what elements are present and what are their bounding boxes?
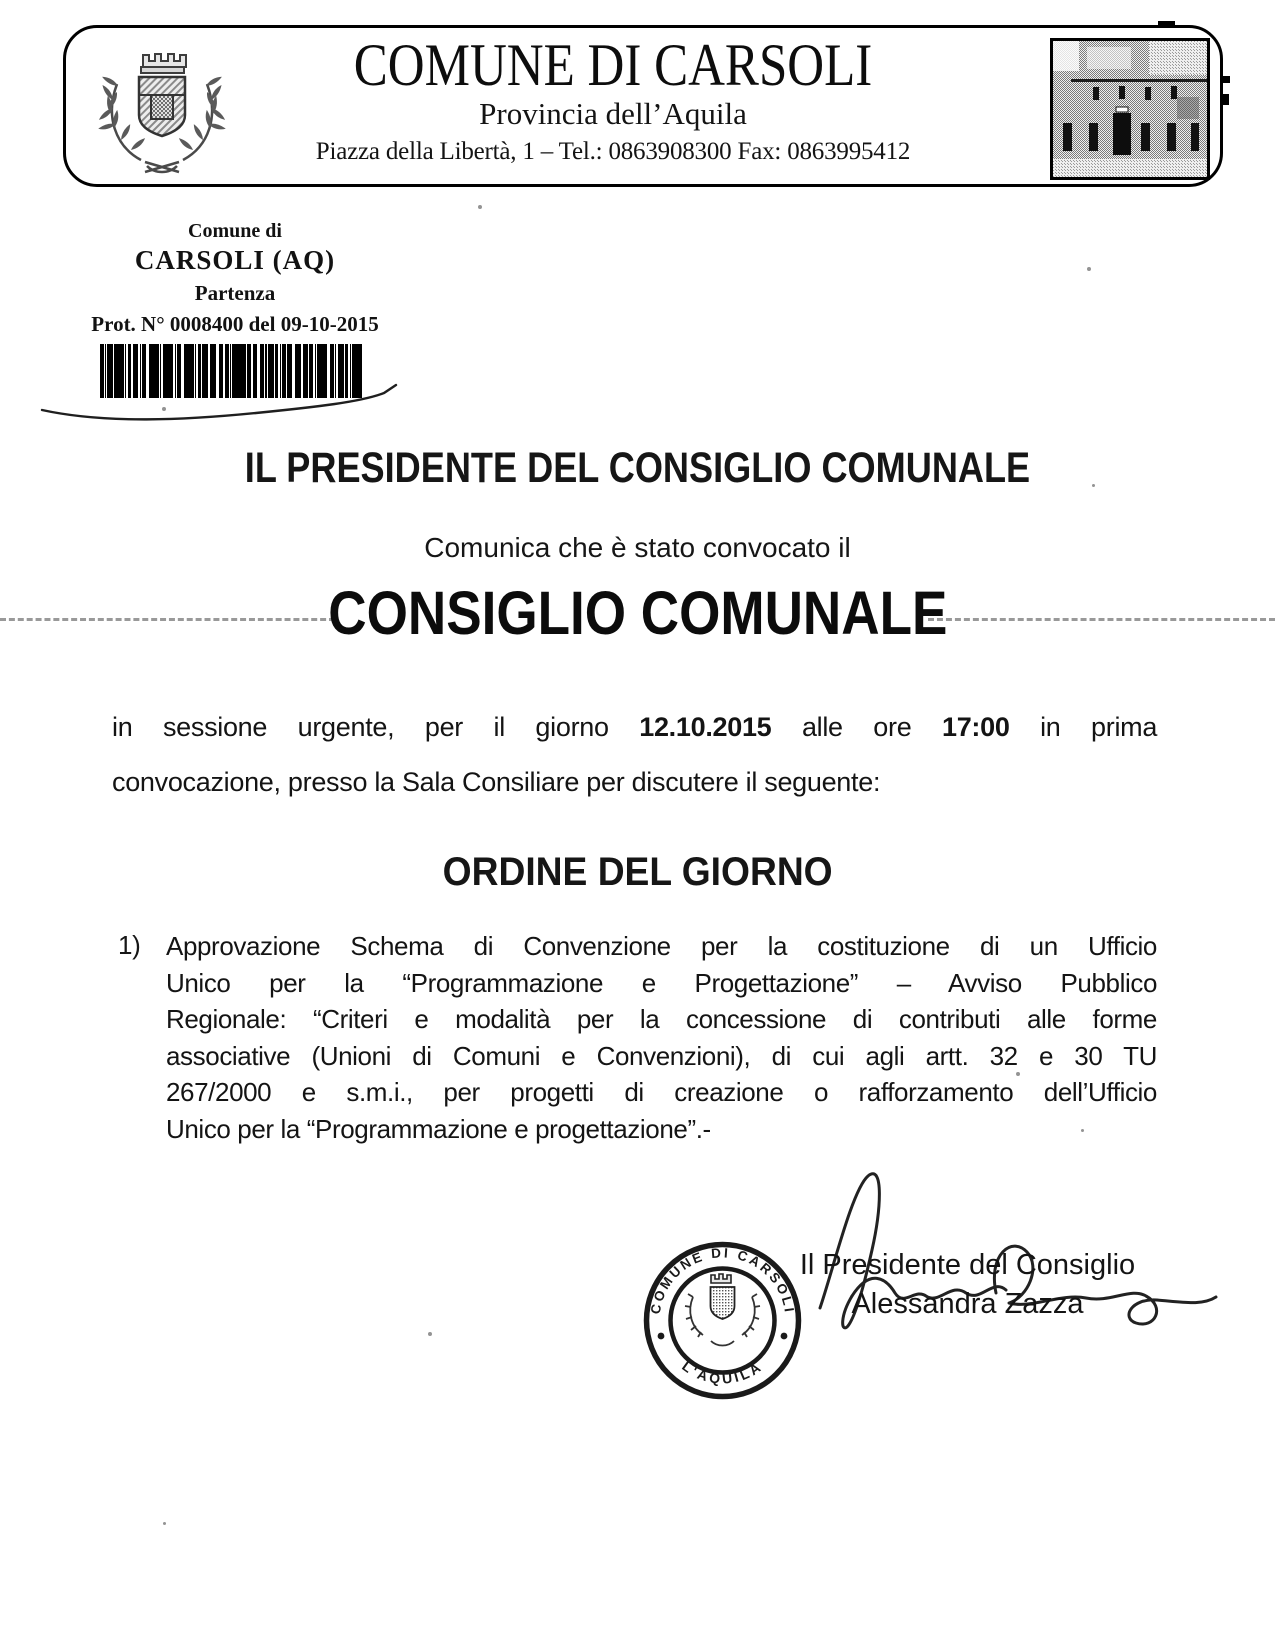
scan-speck [1081, 1129, 1084, 1132]
stamp-direction: Partenza [194, 281, 276, 305]
scan-speck [1087, 267, 1091, 271]
building-photo [1050, 38, 1210, 180]
scan-mark [1220, 94, 1229, 105]
agenda-line: Regionale: “Criteri e modalità per la concessione di contributi alle forme [166, 1004, 1157, 1035]
scan-mark [1158, 21, 1175, 28]
svg-text:L'AQUILA [679, 1358, 765, 1387]
scan-speck [163, 1522, 166, 1525]
seal-bottom-text: L'AQUILA [679, 1357, 766, 1387]
president-heading: IL PRESIDENTE DEL CONSIGLIO COMUNALE [244, 444, 1031, 492]
paragraph-line-2: convocazione, presso la Sala Consiliare per discutere il seguente: [112, 767, 881, 797]
municipality-title: COMUNE DI CARSOLI [353, 32, 873, 98]
protocol-stamp [70, 212, 400, 366]
agenda-heading: ORDINE DEL GIORNO [442, 850, 833, 894]
convocation-paragraph [112, 700, 1157, 810]
agenda-line: Approvazione Schema di Convenzione per la costituzione di un Ufficio [166, 931, 1157, 961]
stamp-org-line1: Comune di [188, 220, 282, 242]
scan-speck [162, 407, 166, 411]
scan-speck [1092, 484, 1095, 487]
letterhead-text [256, 34, 970, 166]
scan-speck [1016, 1072, 1020, 1076]
agenda-item-number: 1) [118, 930, 141, 960]
stamp-org-line2: CARSOLI (AQ) [134, 245, 336, 275]
session-date: 12.10.2015 [639, 712, 772, 742]
scan-speck [478, 205, 482, 209]
session-time: 17:00 [941, 712, 1010, 742]
province-subtitle: Provincia dell’Aquila [479, 96, 747, 131]
lead-sentence: Comunica che è stato convocato il [424, 532, 851, 563]
agenda-line: 267/2000 e s.m.i., per progetti di creazione o rafforzamento dell’Ufficio [166, 1077, 1157, 1108]
paragraph-line-1: in sessione urgente, per il giorno 12.10.2015 alle ore 17:00 in prima [112, 712, 1158, 742]
agenda-line: Unico per la “Programmazione e Progettazione” – Avviso Pubblico [166, 967, 1157, 998]
signatory-role: Il Presidente del Consiglio [799, 1249, 1136, 1281]
scan-speck [428, 1332, 432, 1336]
agenda-line: Unico per la “Programmazione e progettazione”.- [166, 1113, 711, 1144]
agenda-line: associative (Unioni di Comuni e Convenzioni), di cui agli artt. 32 e 30 TU [166, 1040, 1157, 1071]
agenda-item-text [166, 928, 1157, 1148]
signatory-name: Alessandra Zazza [851, 1288, 1084, 1320]
coat-of-arms-icon [86, 40, 238, 180]
council-title: CONSIGLIO COMUNALE [327, 579, 948, 647]
letterhead-box [63, 25, 1223, 187]
address-line: Piazza della Libertà, 1 – Tel.: 0863908300 Fax: 0863995412 [315, 138, 911, 165]
stamp-protocol-number: Prot. N° 0008400 del 09-10-2015 [91, 312, 379, 336]
scan-mark [1220, 76, 1230, 83]
seal-ring-text: COMUNE DI CARSOLI [647, 1245, 798, 1316]
scan-curl-line [36, 380, 416, 426]
